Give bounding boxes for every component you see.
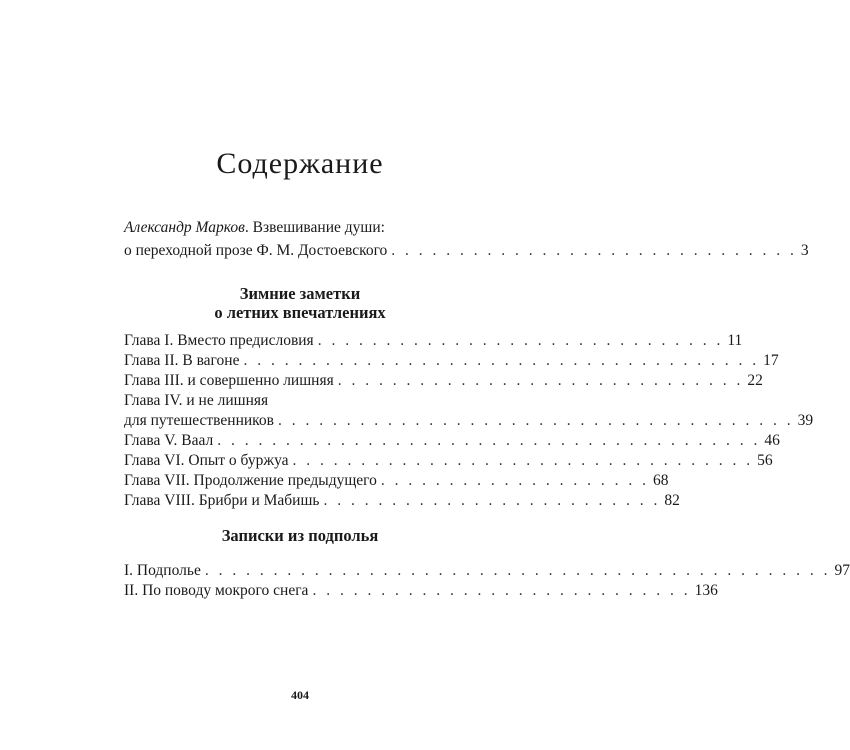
toc-entry-part-2[interactable] xyxy=(124,581,718,601)
toc-entry-label: Глава II. В вагоне xyxy=(124,352,240,369)
section-heading-winter-notes-line-1: Зимние заметки xyxy=(239,284,361,303)
dot-leader: . . . . . . . . . . . . . . . . . . . . . . . . . . . . . . xyxy=(391,242,797,259)
toc-entry-chapter-8[interactable] xyxy=(124,491,680,511)
dot-leader: . . . . . . . . . . . . . . . . . . . . . . . . . . . . . . . . . . xyxy=(292,452,754,469)
toc-entry-page: 46 xyxy=(764,432,780,449)
toc-entry-page: 136 xyxy=(694,582,718,599)
toc-entry-page: 39 xyxy=(797,412,814,429)
intro-title-part1: . Взвешивание души: xyxy=(244,219,385,236)
toc-entry-page: 22 xyxy=(747,372,763,389)
toc-entry-label: Глава III. и совершенно лишняя xyxy=(124,372,334,389)
toc-entry-chapter-4-line-1: Глава IV. и не лишняя xyxy=(124,392,269,409)
toc-entry-chapter-7[interactable] xyxy=(124,471,669,491)
dot-leader: . . . . . . . . . . . . . . . . . . . . . . . . . . . . . . . . . . . . . . xyxy=(277,412,794,429)
toc-entry-page: 56 xyxy=(757,452,773,469)
dot-leader: . . . . . . . . . . . . . . . . . . . . . . . . . . . . . . . . . . . . . . xyxy=(243,352,760,369)
toc-entry-label: I. Подполье xyxy=(124,562,201,579)
toc-entry-chapter-2[interactable] xyxy=(124,351,779,371)
dot-leader: . . . . . . . . . . . . . . . . . . . . . . . . . . . . xyxy=(312,582,691,599)
section-heading-notes-from-underground: Записки из подполья xyxy=(221,526,379,545)
page-number: 404 xyxy=(291,688,309,702)
toc-entry-page: 82 xyxy=(664,492,680,509)
toc-entry-label: для путешественников xyxy=(124,412,274,429)
toc-entry-label: Глава I. Вместо предисловия xyxy=(124,332,314,349)
toc-entry-chapter-5[interactable] xyxy=(124,431,780,451)
intro-author: Александр Марков xyxy=(124,219,245,236)
section-heading-winter-notes-line-2: о летних впечатлениях xyxy=(214,303,386,322)
dot-leader: . . . . . . . . . . . . . . . . . . . . . . . . . . . . . . . . . . . . . . . . . . . . . . xyxy=(204,562,831,579)
dot-leader: . . . . . . . . . . . . . . . . . . . . . . . . . . . . . . . . . . . . . . . . xyxy=(217,432,761,449)
toc-entry-label: Глава VIII. Брибри и Мабишь xyxy=(124,492,320,509)
toc-entry-intro[interactable] xyxy=(124,241,809,261)
toc-entry-chapter-3[interactable] xyxy=(124,371,763,391)
toc-entry-label: о переходной прозе Ф. М. Достоевского xyxy=(124,242,388,259)
toc-entry-label: Глава VI. Опыт о буржуа xyxy=(124,452,289,469)
toc-entry-label: II. По поводу мокрого снега xyxy=(124,582,309,599)
toc-entry-chapter-6[interactable] xyxy=(124,451,773,471)
page-title: Содержание xyxy=(216,147,384,180)
toc-entry-chapter-1[interactable] xyxy=(124,331,743,351)
intro-line-1 xyxy=(124,218,385,238)
toc-entry-page: 68 xyxy=(653,472,669,489)
toc-entry-page: 3 xyxy=(800,242,809,259)
dot-leader: . . . . . . . . . . . . . . . . . . . . xyxy=(380,472,650,489)
toc-entry-part-1[interactable] xyxy=(124,561,850,581)
dot-leader: . . . . . . . . . . . . . . . . . . . . . . . . . xyxy=(323,492,661,509)
toc-entry-label: Глава VII. Продолжение предыдущего xyxy=(124,472,377,489)
toc-entry-page: 17 xyxy=(763,352,779,369)
toc-entry-page: 97 xyxy=(834,562,850,579)
toc-entry-chapter-4[interactable] xyxy=(124,411,814,431)
toc-entry-label: Глава V. Ваал xyxy=(124,432,214,449)
dot-leader: . . . . . . . . . . . . . . . . . . . . . . . . . . . . . . xyxy=(337,372,744,389)
toc-entry-page: 11 xyxy=(727,332,743,349)
dot-leader: . . . . . . . . . . . . . . . . . . . . . . . . . . . . . . xyxy=(317,332,724,349)
